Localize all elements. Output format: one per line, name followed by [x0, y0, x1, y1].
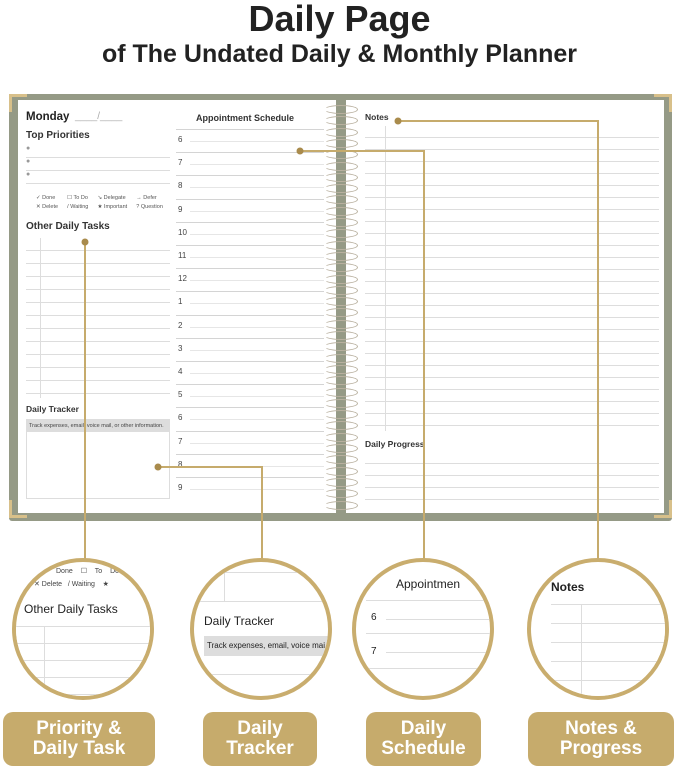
day-label: Monday [26, 111, 70, 123]
callout-heading: Notes [551, 580, 585, 594]
legend-item: Done [56, 568, 73, 575]
zoom-circle-notes [527, 558, 669, 700]
label-line: Progress [559, 738, 643, 759]
feature-label-notes [528, 712, 674, 766]
legend-item: ↘ Delegate [97, 195, 126, 201]
callout-hour: 6 [371, 612, 377, 623]
label-line: Daily Task [32, 738, 126, 759]
page-title: Daily Page [248, 0, 431, 39]
schedule-hour: 9 [178, 204, 183, 214]
callout-hour: 7 [371, 646, 377, 657]
daily-progress-heading: Daily Progress [365, 439, 425, 449]
label-line: Notes & [565, 718, 637, 739]
callout-hint: Track expenses, email, voice mai [204, 636, 332, 656]
feature-label-tracker [203, 712, 317, 766]
schedule-hour: 10 [178, 227, 187, 237]
legend-item: ✓ Done [36, 195, 56, 201]
feature-label-schedule [366, 712, 481, 766]
zoom-circle-schedule [352, 558, 494, 700]
schedule-hour: 6 [178, 413, 183, 423]
legend-item: ? Question [136, 204, 163, 210]
schedule-hour: 12 [178, 274, 187, 284]
label-line: Schedule [381, 738, 466, 759]
schedule-hour: 3 [178, 343, 183, 353]
legend-item: ☐ To Do [67, 195, 88, 201]
callout-heading: Daily Tracker [204, 614, 275, 628]
schedule-hour: 8 [178, 459, 183, 469]
other-tasks-heading: Other Daily Tasks [26, 221, 110, 232]
legend-item: ☐ To Do [80, 568, 120, 575]
label-line: Tracker [226, 738, 294, 759]
schedule-hour: 11 [178, 251, 187, 260]
schedule-hour: 7 [178, 158, 183, 168]
tracker-hint: Track expenses, email, voice mail, or other information. [27, 420, 169, 432]
feature-label-priority [3, 712, 155, 766]
label-line: Priority & [36, 718, 122, 739]
callout-heading: Other Daily Tasks [24, 602, 118, 616]
label-line: Daily [237, 718, 283, 739]
legend-item: ★ Important [97, 204, 128, 210]
schedule-hour: 8 [178, 181, 183, 191]
schedule-hour: 9 [178, 483, 183, 492]
schedule-hour: 6 [178, 135, 183, 144]
label-line: Daily [400, 718, 447, 739]
date-field: ____/____ [75, 111, 123, 122]
schedule-hour: 5 [178, 390, 183, 400]
legend-item: → Defer [136, 195, 157, 201]
schedule-hour: 7 [178, 436, 183, 446]
schedule-hour: 1 [178, 297, 183, 307]
legend-item: / Waiting [67, 581, 95, 588]
zoom-circle-tasks [12, 558, 154, 700]
notes-heading: Notes [365, 112, 389, 122]
zoom-circle-tracker [190, 558, 332, 700]
appointment-schedule-heading: Appointment Schedule [196, 113, 295, 123]
schedule-hour: 4 [178, 367, 183, 376]
legend-item: ✕ Delete [36, 204, 59, 210]
priorities-list: ● ● ● [26, 145, 170, 184]
legend-item: ✕ Delete [34, 581, 63, 588]
legend-item: / Waiting [67, 204, 89, 210]
callout-heading: Appointmen [396, 577, 461, 591]
top-priorities-heading: Top Priorities [26, 130, 90, 141]
legend-item: ★ [102, 581, 109, 588]
schedule-hour: 2 [178, 320, 183, 330]
page-subtitle: of The Undated Daily & Monthly Planner [101, 40, 578, 68]
daily-tracker-heading: Daily Tracker [26, 404, 79, 414]
